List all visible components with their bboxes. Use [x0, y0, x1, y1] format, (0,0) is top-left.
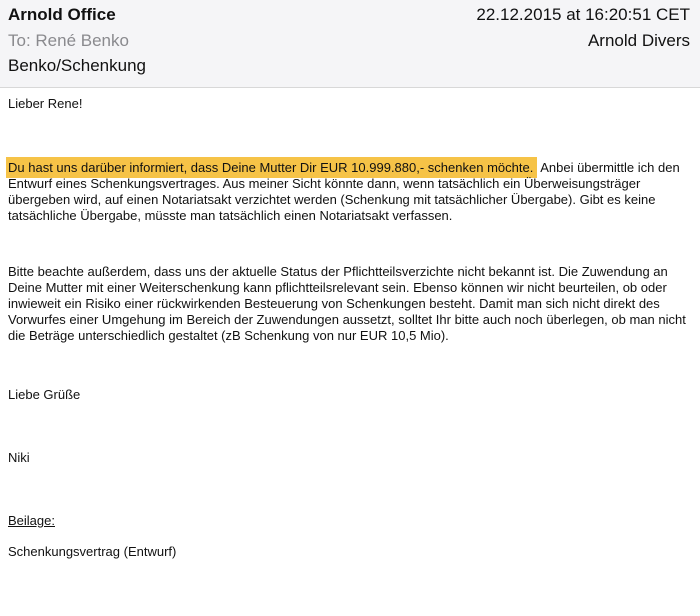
recipient-line[interactable]: To: René Benko	[8, 31, 129, 50]
paragraph-1	[8, 160, 694, 224]
greeting: Lieber Rene!	[8, 96, 83, 111]
email-subject: Benko/Schenkung	[8, 56, 146, 75]
highlighted-sentence: Du hast uns darüber informiert, dass Deine Mutter Dir EUR 10.999.880,- schenken möchte.	[6, 157, 537, 178]
attachment-label: Beilage:	[8, 513, 55, 528]
attachment-item[interactable]: Schenkungsvertrag (Entwurf)	[8, 544, 177, 559]
signature: Niki	[8, 450, 30, 465]
closing: Liebe Grüße	[8, 387, 81, 402]
email-header	[0, 0, 700, 88]
paragraph-2: Bitte beachte außerdem, dass uns der aktuelle Status der Pflichtteilsverzichte nicht bekannt ist. Die Zuwendung an Deine Mutter mit einer Weiterschenkung kann pflichtteilsrelevant sein. Ebenso können wir nicht beurteilen, ob oder inwieweit ein Risiko einer rückwirkenden Besteuerung von Schenkungen besteht. Damit man sich nicht direkt des Vorwurfes einer Umgehung im Bereich der Zuwendungen aussetzt, solltet Ihr bitte auch noch überlegen, ob man nicht die Beträge unterschiedlich gestaltet (zB Schenkung von nur EUR 10,5 Mio).	[8, 264, 686, 343]
sender-company: Arnold Divers	[587, 31, 690, 50]
sent-datetime: 22.12.2015 at 16:20:51 CET	[476, 5, 690, 24]
paragraph-1-text: Anbei übermittle ich den Entwurf eines Schenkungsvertrages. Aus meiner Sicht könnte dann, wenn tatsächlich ein Überweisungsträger übergeben wird, auf einen Notariatsakt verzichtet werden (Schenkung mit tatsächlicher Übergabe). Gibt es keine tatsächliche Übergabe, müsste man tatsächlich einen Notariatsakt verfassen.	[8, 160, 680, 223]
sender-name: Arnold Office	[8, 5, 116, 24]
